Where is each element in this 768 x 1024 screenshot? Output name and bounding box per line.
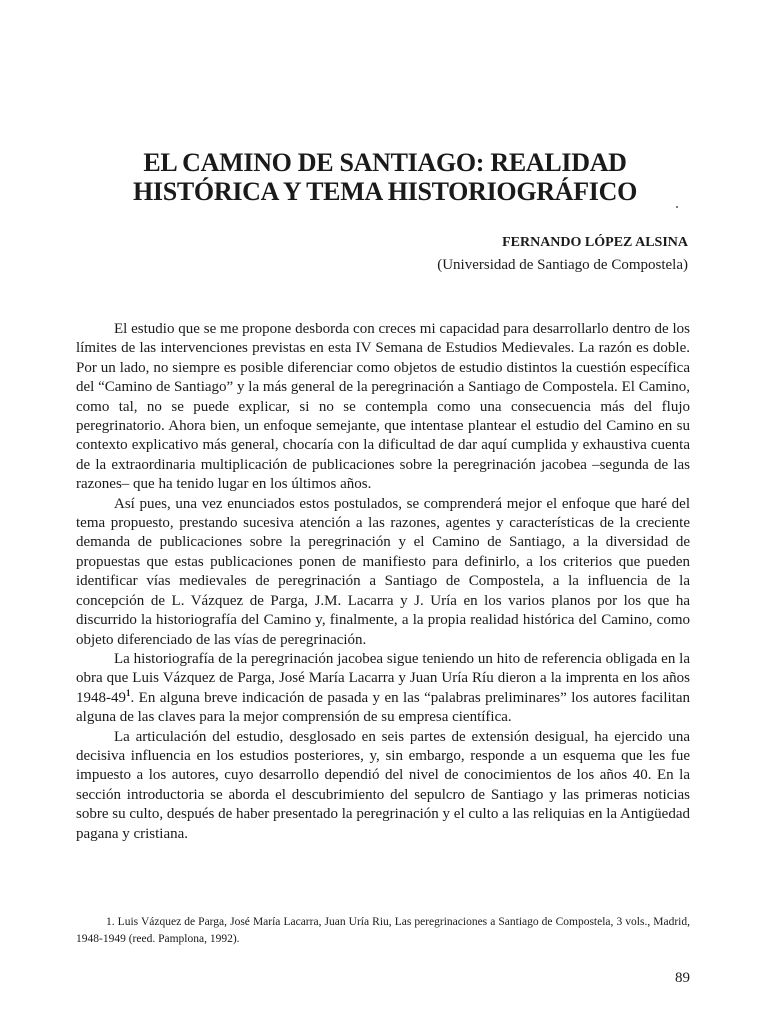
author-affiliation: (Universidad de Santiago de Compostela) xyxy=(437,257,688,273)
footnote-1: 1. Luis Vázquez de Parga, José María Lacarra, Juan Uría Riu, Las peregrinaciones a Santiago de Compostela, 3 vols., Madrid, 1948-1949 (reed. Pamplona, 1992). xyxy=(76,916,690,945)
footnote-reference-1: 1 xyxy=(126,687,131,698)
paragraph-2: Así pues, una vez enunciados estos postulados, se comprenderá mejor el enfoque que haré del tema propuesto, prestando sucesiva atención a las razones, agentes y características de la creciente demanda de publicaciones sobre la peregrinación y el Camino de Santiago, a la diversidad de propuestas que estas publicaciones ponen de manifiesto para definirlo, a los criterios que pueden identificar vías medievales de peregrinación a Santiago de Compostela, a la influencia de la concepción de L. Vázquez de Parga, J.M. Lacarra y J. Uría en los varios planos por los que ha discurrido la historiografía del Camino y, finalmente, a la propia realidad histórica del Camino, como objeto diferenciado de las vías de peregrinación. xyxy=(76,495,690,648)
title-line-1: EL CAMINO DE SANTIAGO: REALIDAD xyxy=(143,148,627,177)
title-line-2: HISTÓRICA Y TEMA HISTORIOGRÁFICO xyxy=(132,177,637,206)
article-title xyxy=(90,148,680,206)
paragraph-1: El estudio que se me propone desborda con creces mi capacidad para desarrollarlo dentro de los límites de las intervenciones previstas en esta IV Semana de Estudios Medievales. La razón es doble. Por un lado, no siempre es posible diferenciar como objetos de estudio distintos la cuestión específica del “Camino de Santiago” y la más general de la peregrinación a Santiago de Compostela. El Camino, como tal, no se puede explicar, si no se contempla como una consecuencia más del flujo peregrinatorio. Ahora bien, un enfoque semejante, que intentase plantear el estudio del Camino en su contexto explicativo más general, chocaría con la dificultad de dar aquí cumplida y exhaustiva cuenta de la extraordinaria multiplicación de publicaciones sobre la peregrinación jacobea –segunda de las razones– que ha tenido lugar en los últimos años. xyxy=(76,321,690,493)
page-number: 89 xyxy=(675,970,690,986)
author-name: FERNANDO LÓPEZ ALSINA xyxy=(502,235,688,250)
scan-speck xyxy=(676,206,678,208)
article-body xyxy=(76,320,690,844)
author-block xyxy=(437,232,688,276)
paragraph-3-text-b: . En alguna breve indicación de pasada y en las “palabras preliminares” los autores facilitan alguna de las claves para la mejor comprensión de su empresa científica. xyxy=(76,689,690,726)
paragraph-3-text-a: La historiografía de la peregrinación jacobea sigue teniendo un hito de referencia obligada en la obra que Luis Vázquez de Parga, José María Lacarra y Juan Uría Ríu dieron a la imprenta en los años 1948-49 xyxy=(76,650,690,706)
paragraph-4: La articulación del estudio, desglosado en seis partes de extensión desigual, ha ejercido una decisiva influencia en los estudios posteriores, y, sin embargo, responde a un esquema que les fue impuesto a los autores, cuyo desarrollo dependió del nivel de conocimientos de los años 40. En la sección introductoria se aborda el descubrimiento del sepulcro de Santiago y las primeras noticias sobre su culto, después de haber presentado la peregrinación y el culto a las reliquias en la Antigüedad pagana y cristiana. xyxy=(76,728,690,842)
paragraph-3 xyxy=(76,650,690,728)
footnote xyxy=(76,914,690,948)
